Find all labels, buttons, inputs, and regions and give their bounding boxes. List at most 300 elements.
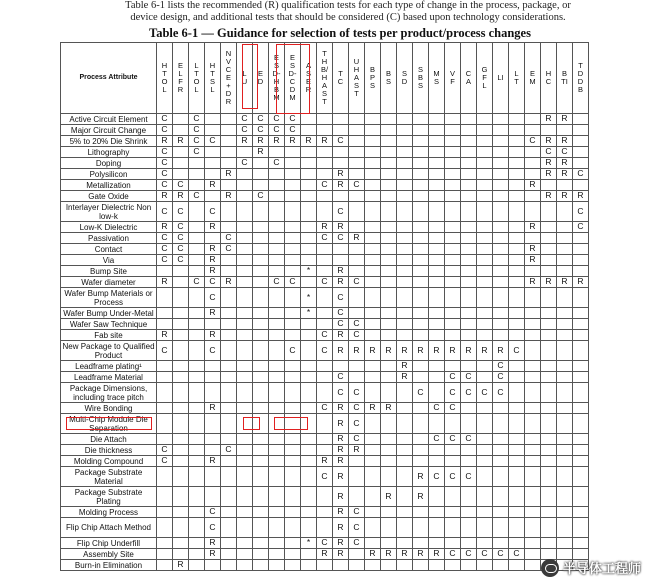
table-cell: C [461, 372, 477, 383]
table-cell [429, 255, 445, 266]
table-cell: C [445, 403, 461, 414]
table-cell [221, 330, 237, 341]
column-header [541, 43, 557, 114]
table-cell [493, 507, 509, 518]
table-cell [381, 233, 397, 244]
table-cell [189, 341, 205, 361]
table-cell [269, 487, 285, 507]
table-cell [413, 308, 429, 319]
table-cell [477, 169, 493, 180]
table-cell: C [237, 158, 253, 169]
table-cell [397, 266, 413, 277]
table-cell [365, 518, 381, 538]
table-cell [237, 169, 253, 180]
table-cell [349, 487, 365, 507]
table-cell: R [413, 487, 429, 507]
row-process-attribute: Multi-Chip Module Die Separation [61, 414, 157, 434]
table-cell [189, 255, 205, 266]
table-cell [557, 456, 573, 467]
table-cell: * [301, 538, 317, 549]
table-cell [541, 244, 557, 255]
table-cell [349, 255, 365, 266]
table-cell [237, 244, 253, 255]
table-cell: R [205, 255, 221, 266]
table-cell [461, 202, 477, 222]
table-row [61, 266, 589, 277]
table-cell [285, 434, 301, 445]
table-cell [445, 560, 461, 571]
table-cell [557, 403, 573, 414]
table-cell [317, 125, 333, 136]
table-cell [253, 180, 269, 191]
row-process-attribute: 5% to 20% Die Shrink [61, 136, 157, 147]
table-cell [349, 244, 365, 255]
table-cell [317, 361, 333, 372]
table-cell [477, 125, 493, 136]
table-cell [525, 538, 541, 549]
table-cell: C [461, 549, 477, 560]
table-cell [221, 136, 237, 147]
table-cell [573, 414, 589, 434]
table-cell [221, 180, 237, 191]
table-cell [333, 361, 349, 372]
table-cell [333, 244, 349, 255]
table-cell: C [205, 202, 221, 222]
table-cell [365, 414, 381, 434]
table-cell [365, 244, 381, 255]
row-process-attribute: Assembly Site [61, 549, 157, 560]
column-header [557, 43, 573, 114]
table-cell: R [333, 341, 349, 361]
table-cell [429, 308, 445, 319]
table-cell [397, 487, 413, 507]
table-cell [221, 383, 237, 403]
table-cell: R [173, 191, 189, 202]
table-cell [509, 114, 525, 125]
column-header [173, 43, 189, 114]
table-cell [413, 136, 429, 147]
table-cell [285, 467, 301, 487]
table-cell [397, 114, 413, 125]
table-cell [285, 538, 301, 549]
column-header [493, 43, 509, 114]
table-cell: R [477, 341, 493, 361]
table-cell: C [189, 191, 205, 202]
table-cell [541, 538, 557, 549]
table-cell [269, 518, 285, 538]
table-cell [157, 403, 173, 414]
table-cell [445, 445, 461, 456]
table-cell [173, 383, 189, 403]
table-cell [317, 114, 333, 125]
table-cell [509, 158, 525, 169]
table-cell [381, 180, 397, 191]
table-cell [157, 372, 173, 383]
table-cell [365, 266, 381, 277]
column-header [509, 43, 525, 114]
table-cell [413, 507, 429, 518]
column-header [445, 43, 461, 114]
table-cell [253, 308, 269, 319]
table-cell: R [301, 136, 317, 147]
table-cell [397, 222, 413, 233]
table-cell [477, 319, 493, 330]
table-cell [477, 467, 493, 487]
table-cell [477, 180, 493, 191]
table-cell [429, 125, 445, 136]
table-row [61, 114, 589, 125]
table-cell [237, 507, 253, 518]
table-cell [301, 233, 317, 244]
table-cell [221, 202, 237, 222]
table-cell [461, 507, 477, 518]
table-cell [253, 487, 269, 507]
row-process-attribute: Flip Chip Underfill [61, 538, 157, 549]
table-cell [317, 383, 333, 403]
table-cell [413, 403, 429, 414]
table-cell [221, 507, 237, 518]
table-cell [365, 255, 381, 266]
watermark-text: 半导体工程师 [562, 561, 641, 576]
table-cell: R [173, 136, 189, 147]
table-cell [301, 434, 317, 445]
table-cell [557, 518, 573, 538]
table-cell [269, 549, 285, 560]
table-cell [445, 538, 461, 549]
table-cell [253, 434, 269, 445]
table-cell [429, 445, 445, 456]
table-cell [173, 507, 189, 518]
table-cell [509, 308, 525, 319]
table-cell [525, 202, 541, 222]
table-cell [445, 169, 461, 180]
header-process-attribute: Process Attribute [61, 43, 157, 114]
table-cell [461, 330, 477, 341]
table-cell [221, 308, 237, 319]
column-header-label: HTSL [209, 60, 216, 94]
table-cell: C [157, 341, 173, 361]
table-cell [445, 288, 461, 308]
table-cell [509, 255, 525, 266]
column-header-label: TC [337, 68, 344, 86]
table-cell [493, 233, 509, 244]
table-cell [493, 191, 509, 202]
table-cell [173, 114, 189, 125]
table-cell [269, 255, 285, 266]
table-cell [381, 518, 397, 538]
table-cell [365, 158, 381, 169]
column-header-label: NVCE+DR [225, 48, 232, 106]
table-cell [365, 456, 381, 467]
table-cell: C [157, 202, 173, 222]
table-cell [333, 158, 349, 169]
table-cell [381, 361, 397, 372]
table-cell [461, 244, 477, 255]
table-cell [477, 507, 493, 518]
table-cell [189, 233, 205, 244]
table-cell [189, 372, 205, 383]
table-cell [413, 244, 429, 255]
column-header-label: HTOL [161, 60, 168, 94]
table-cell [557, 180, 573, 191]
table-cell [237, 560, 253, 571]
column-header [157, 43, 173, 114]
table-cell [493, 202, 509, 222]
table-cell: R [557, 191, 573, 202]
table-row [61, 125, 589, 136]
column-header [189, 43, 205, 114]
table-cell [509, 180, 525, 191]
table-cell [525, 233, 541, 244]
row-process-attribute: Via [61, 255, 157, 266]
table-cell [461, 288, 477, 308]
table-cell [285, 180, 301, 191]
table-cell: R [317, 549, 333, 560]
table-cell [573, 383, 589, 403]
row-process-attribute: Doping [61, 158, 157, 169]
table-cell: R [205, 180, 221, 191]
table-cell: R [525, 222, 541, 233]
table-cell [413, 456, 429, 467]
table-cell [221, 549, 237, 560]
table-cell: C [413, 383, 429, 403]
table-cell [173, 467, 189, 487]
table-cell [317, 560, 333, 571]
table-cell [461, 518, 477, 538]
table-cell [189, 538, 205, 549]
table-cell [301, 277, 317, 288]
table-cell: C [477, 383, 493, 403]
table-cell [573, 147, 589, 158]
table-cell [445, 158, 461, 169]
table-cell: C [285, 277, 301, 288]
table-cell [365, 169, 381, 180]
table-cell: R [349, 445, 365, 456]
table-cell [413, 202, 429, 222]
table-cell [221, 125, 237, 136]
table-cell [189, 244, 205, 255]
table-cell: R [429, 549, 445, 560]
table-cell [285, 372, 301, 383]
table-cell [349, 467, 365, 487]
table-cell [541, 125, 557, 136]
table-cell [557, 414, 573, 434]
table-cell: C [317, 233, 333, 244]
table-cell [349, 266, 365, 277]
table-cell: C [349, 180, 365, 191]
table-cell [493, 560, 509, 571]
table-cell [381, 467, 397, 487]
table-row [61, 233, 589, 244]
table-cell [525, 518, 541, 538]
table-cell [397, 202, 413, 222]
table-cell [237, 414, 253, 434]
table-cell: C [509, 341, 525, 361]
table-cell [157, 467, 173, 487]
table-cell [557, 222, 573, 233]
column-header [333, 43, 349, 114]
table-cell [237, 277, 253, 288]
table-cell [493, 414, 509, 434]
table-cell [237, 288, 253, 308]
table-cell: R [365, 403, 381, 414]
table-cell: C [349, 330, 365, 341]
table-cell [445, 507, 461, 518]
table-cell [461, 487, 477, 507]
table-cell: R [541, 136, 557, 147]
table-cell [429, 330, 445, 341]
table-cell [301, 125, 317, 136]
table-row [61, 191, 589, 202]
table-cell [205, 233, 221, 244]
table-cell: C [573, 169, 589, 180]
table-cell [189, 288, 205, 308]
table-cell [253, 445, 269, 456]
table-cell: C [461, 383, 477, 403]
table-cell [413, 372, 429, 383]
table-cell [365, 222, 381, 233]
table-cell: R [333, 445, 349, 456]
table-cell [541, 308, 557, 319]
table-cell [237, 330, 253, 341]
table-cell [221, 147, 237, 158]
table-cell [493, 266, 509, 277]
table-cell: R [333, 403, 349, 414]
table-cell [477, 222, 493, 233]
table-cell [541, 507, 557, 518]
table-cell [429, 158, 445, 169]
table-cell: C [317, 403, 333, 414]
table-cell: C [189, 277, 205, 288]
table-cell [429, 372, 445, 383]
table-cell [173, 372, 189, 383]
table-cell [557, 266, 573, 277]
table-cell [509, 487, 525, 507]
table-cell [541, 456, 557, 467]
table-cell [253, 456, 269, 467]
table-cell [525, 266, 541, 277]
table-cell [317, 308, 333, 319]
table-cell [157, 383, 173, 403]
table-cell [445, 180, 461, 191]
row-process-attribute: Major Circuit Change [61, 125, 157, 136]
column-header [237, 43, 253, 114]
table-cell: C [269, 125, 285, 136]
table-cell [397, 445, 413, 456]
table-row [61, 361, 589, 372]
table-cell: R [333, 330, 349, 341]
table-cell [461, 222, 477, 233]
table-cell [557, 445, 573, 456]
table-cell [173, 487, 189, 507]
table-cell: C [173, 222, 189, 233]
table-cell [493, 467, 509, 487]
table-cell [285, 518, 301, 538]
table-cell [429, 114, 445, 125]
column-header-label: GFL [481, 64, 488, 90]
table-cell [541, 487, 557, 507]
table-cell [445, 361, 461, 372]
table-cell [413, 114, 429, 125]
table-row [61, 518, 589, 538]
table-cell [509, 456, 525, 467]
table-cell [397, 518, 413, 538]
table-cell [461, 445, 477, 456]
table-cell [269, 507, 285, 518]
column-header-label: ASER [305, 60, 312, 94]
table-cell [381, 147, 397, 158]
table-cell [573, 180, 589, 191]
table-cell [173, 538, 189, 549]
table-cell [301, 330, 317, 341]
table-cell [317, 244, 333, 255]
table-cell: R [413, 549, 429, 560]
table-cell [173, 341, 189, 361]
table-cell [301, 191, 317, 202]
table-cell [493, 158, 509, 169]
row-process-attribute: New Package to Qualified Product [62, 341, 155, 360]
table-cell [525, 288, 541, 308]
table-cell: R [381, 549, 397, 560]
table-cell [557, 434, 573, 445]
table-cell: C [445, 549, 461, 560]
row-process-attribute: Gate Oxide [61, 191, 157, 202]
table-row [61, 372, 589, 383]
table-cell [237, 202, 253, 222]
table-cell [381, 434, 397, 445]
table-cell [237, 487, 253, 507]
table-cell: C [573, 222, 589, 233]
table-cell: C [317, 180, 333, 191]
table-cell: R [333, 518, 349, 538]
table-cell [285, 319, 301, 330]
table-cell: R [317, 136, 333, 147]
table-cell: R [317, 222, 333, 233]
table-row [61, 445, 589, 456]
table-cell [397, 330, 413, 341]
table-cell [349, 222, 365, 233]
table-cell [205, 434, 221, 445]
table-cell [461, 308, 477, 319]
table-cell: C [221, 445, 237, 456]
table-cell [301, 169, 317, 180]
column-header-label: EM [529, 68, 536, 86]
table-cell: C [493, 361, 509, 372]
table-cell: R [381, 487, 397, 507]
table-cell: R [205, 330, 221, 341]
table-cell [221, 487, 237, 507]
table-cell [253, 507, 269, 518]
table-cell [461, 158, 477, 169]
table-cell [493, 487, 509, 507]
table-cell [429, 456, 445, 467]
row-process-attribute: Package Substrate Material [61, 467, 157, 487]
table-cell [493, 434, 509, 445]
table-row [61, 487, 589, 507]
table-row [61, 507, 589, 518]
table-cell [189, 487, 205, 507]
table-cell [301, 372, 317, 383]
table-cell [573, 372, 589, 383]
table-cell: R [397, 549, 413, 560]
table-cell [381, 414, 397, 434]
table-cell: C [557, 147, 573, 158]
table-cell: R [381, 341, 397, 361]
table-cell [317, 434, 333, 445]
table-cell [301, 114, 317, 125]
table-cell [445, 456, 461, 467]
row-process-attribute: Package Dimensions, including trace pitch [61, 383, 157, 403]
